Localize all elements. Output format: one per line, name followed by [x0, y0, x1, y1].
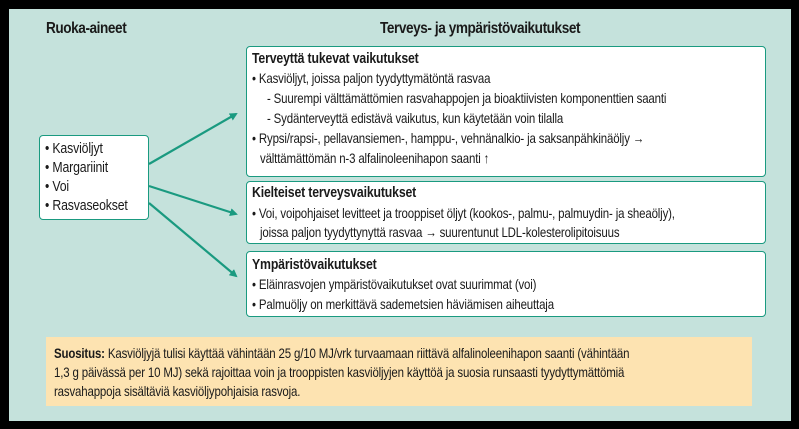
food-item: • Margariinit [45, 159, 109, 176]
health-positive-title: Terveyttä tukevat vaikutukset [252, 50, 419, 67]
header-foods: Ruoka-aineet [46, 20, 127, 37]
recommendation-label: Suositus: [54, 345, 105, 361]
food-item: • Voi [45, 178, 70, 195]
effect-line: • Voi, voipohjaiset levitteet ja trooppiset öljyt (kookos-, palmu-, palmuydin- ja sheaöljy), [252, 205, 675, 221]
recommendation-line: rasvahappoja sisältäviä kasviöljypohjaisia rasvoja. [54, 383, 301, 399]
food-item: • Kasviöljyt [45, 140, 103, 157]
recommendation-line: 1,3 g päivässä per 10 MJ) sekä rajoittaa voin ja trooppisten kasviöljyjen käyttöä ja suosia runsaasti tyydyttymättömiä [54, 364, 625, 380]
effect-line: • Eläinrasvojen ympäristövaikutukset ovat suurimmat (voi) [252, 276, 537, 292]
header-effects: Terveys- ja ympäristövaikutukset [380, 20, 581, 37]
effect-line: • Palmuöljy on merkittävä sademetsien häviämisen aiheuttaja [252, 296, 554, 312]
health-negative-title: Kielteiset terveysvaikutukset [252, 184, 417, 201]
environment-title: Ympäristövaikutukset [252, 256, 377, 273]
effect-line: joissa paljon tyydyttynyttä rasvaa → suurentunut LDL-kolesterolipitoisuus [260, 224, 620, 240]
effect-line: - Suurempi välttämättömien rasvahappojen ja bioaktiivisten komponenttien saanti [267, 90, 667, 106]
recommendation-line [54, 345, 629, 361]
food-item: • Rasvaseokset [45, 197, 128, 214]
effect-line: • Rypsi/rapsi-, pellavansiemen-, hamppu-, vehnänalkio- ja saksanpähkinäöljy → [252, 130, 645, 146]
effect-line: - Sydänterveyttä edistävä vaikutus, kun käytetään voin tilalla [267, 110, 564, 126]
effect-line: • Kasviöljyt, joissa paljon tyydyttymätöntä rasvaa [252, 70, 491, 86]
recommendation-text: Kasviöljyjä tulisi käyttää vähintään 25 g/10 MJ/vrk turvaamaan riittävä alfalinoleenihapon saanti (vähintään [104, 345, 630, 361]
effect-line: välttämättömän n-3 alfalinoleenihapon saanti ↑ [260, 150, 490, 166]
